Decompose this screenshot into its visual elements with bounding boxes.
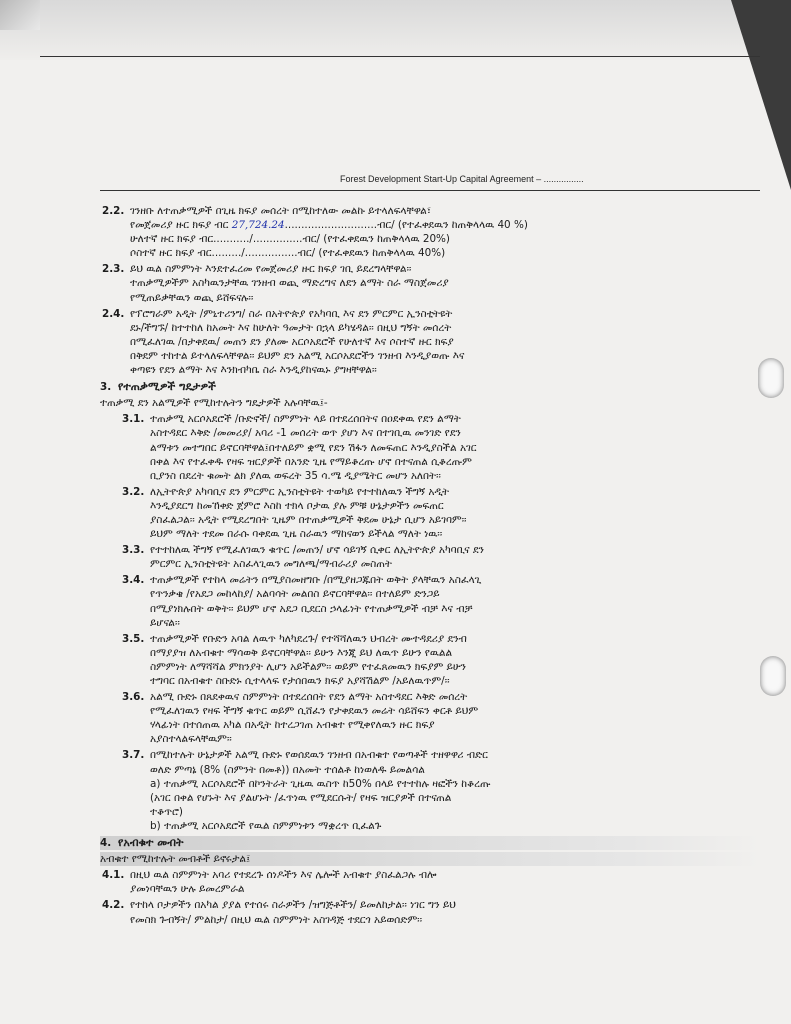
clause: [100, 690, 760, 746]
clause-line: ተጠቃሚዎች የተከላ መሬትን በሚያስመዘግቡ /በሚያዘጋጁበት ወቅት ያላቸዉን አስፈላጊ: [150, 574, 482, 587]
page-fold-shadow: [0, 0, 791, 60]
document-body: [100, 202, 760, 927]
punch-hole-bottom: [760, 656, 786, 696]
clause-line: ተጠቃሚዎችም አስካዉንታቸዉ ገንዘብ ወጪ ማድረግና ለደን ልማት ስራ ማስጀመሪያ: [130, 277, 449, 290]
clause-number: 2.2.: [102, 205, 125, 217]
clause: [100, 204, 760, 260]
clause: [100, 748, 760, 833]
clause-line: ይሆናል፡፡: [150, 616, 180, 629]
clause-line: b) ተጠቃሚ አርሶአደሮች የዉል ስምምነቱን ማቋረጥ ቢፈልጉ: [150, 819, 382, 832]
clause-line: አያስተላልፍላቸዉም፡፡: [150, 733, 232, 746]
clause-line: a) ተጠቃሚ አርሶአደሮች በኮንትራት ጊዜዉ ዉስጥ ከ50% በላይ የተተከሉ ዛፎችን ከቆረጡ: [150, 777, 491, 790]
clause-line: አብቁተ የሚከተሉት መብቶች ይኖሩታል፤: [100, 853, 251, 866]
clause-number: 3.: [100, 381, 112, 394]
clause-line: ምርምር ኢንስቲትዩት አስፈላጊዉን መግለጫ/ማብራሪያ መስጠት: [150, 558, 392, 571]
clause-line: ያስፈልጋል፡፡ አዲት የሚደረግበት ጊዜም በተጠቃሚዎች ቅደመ ሁኔታ ሲሆን አይገባም፡፡: [150, 513, 467, 526]
section-heading: [100, 380, 760, 394]
clause-line: ይህም ማለት ተደመ በራሱ ባቀደዉ ጊዜ ስራዉን ማከናወን ይችላል ማለት ነዉ፡፡: [150, 528, 443, 541]
clause-line: ያመነባቸዉን ሁሉ ይመረምራል: [130, 883, 245, 896]
clause-line: የሚፈለገዉን የዛፍ ችግኝ ቁጥር ወይም ሲሸፈን የታቀደዉን መሬት ሳይሸፍን ቀርቶ ይህም: [150, 705, 479, 718]
header-title: Forest Development Start-Up Capital Agreement – ................: [340, 174, 584, 184]
clause-line: ለኢትዮጵያ አካባቢና ደን ምርምር ኢንስቲትዩት ተወካይ የተተከለዉን ችግኝ አዲት: [150, 485, 450, 498]
header-rule: [100, 190, 760, 191]
clause-line: በቀል እና የተፈቀዱ የዛፍ ዝርያዎች በአንድ ጊዜ የማይቆረጡ ሆኖ በተናጠል ሲቆረጡም: [150, 455, 472, 468]
clause: [100, 573, 760, 629]
clause-line: የመጀመሪያ ዙር ክፍያ ብር 27,724.24............................ብር/ (የተፈቀደዉን ከጠቅላላዉ 40 %): [130, 219, 528, 232]
clause-number: 3.5.: [122, 632, 145, 645]
clause-line: የተተከለዉ ችግኝ የሚፈለገዉን ቁጥር /መጠን/ ሆኖ ሳይገኝ ሲቀር ለኢትዮጵያ አካባቢና ደን: [150, 544, 484, 557]
clause-line: ሃላፊነት በተሰጠዉ አካል በአዲት ከተረጋገጠ አብቁተ የሚቀየለዉን ዙር ክፍያ: [150, 719, 435, 732]
clause-line: ደኑ/ችግኙ/ ከተተከለ ከአመት እና ከሁለት ዓመታት በኋላ ይካሄዳል፡፡ በዚህ ግኝት መሰረት: [130, 321, 452, 334]
clause-number: 4.: [100, 837, 112, 850]
clause: [100, 412, 760, 482]
handwritten-amount: 27,724.24: [231, 219, 285, 232]
clause-line: በሚያነክሉበት ወቅት፡፡ ይህም ሆኖ አደጋ ቢደርስ ኃላፊነት የተጠቃሚዎች ብቻ እና ብቻ: [150, 602, 473, 615]
clause-line: ተጠቃሚ ደን አልሚዎች የሚከተሉትን ግዴታዎች አሉባቸዉ፤-: [100, 397, 328, 410]
clause-line: የአብቁተ መብት: [118, 836, 184, 850]
clause-number: 2.3.: [102, 263, 125, 276]
clause-line: ሁለተኛ ዙር ክፍያ ብር.........../...............ብር/ (የተፈቀደዉን ከጠቅላላዉ 20%): [130, 233, 450, 246]
clause-number: 3.2.: [122, 485, 145, 498]
punch-hole-top: [758, 358, 784, 398]
clause-line: (አገር በቀል የሆኑት እና ያልሆኑት /ፈጥነዉ የሚደርሱት/ የዛፍ ዝርያዎች በተናጠል: [150, 791, 452, 804]
clause-line: በዚህ ዉል ስምምነት አባሪ የተደረጉ ሰነዶችን እና ሌሎች አብቁተ ያስፈልጋሉ ብሎ: [130, 869, 437, 882]
clause-number: 3.6.: [122, 691, 145, 704]
clause-line: እንዲያደርግ ከመኸቀድ ጀምሮ እስከ ተክላ ቦታዉ ያሉ ምቹ ሁኔታዎችን መፍጠር: [150, 499, 444, 512]
backdrop-corner: [731, 0, 791, 190]
clause-line: በቅደም ተከተል ይተላለፍላቸዋል፡፡ ይህም ደን አልሚ አርሶአደሮችን ገንዘብ እንዲያወጡ እና: [130, 349, 465, 362]
clause-line: አልሚ ቡድኑ በጸደቀዉና ስምምነት በተደረሰበት የደን ልማት አስተዳደር እቅድ መሰረት: [150, 691, 468, 704]
top-rule: [40, 56, 760, 57]
clause-line: ሶስተኛ ዙር ክፍያ ብር........./................ብር/ (የተፈቀደዉን ከጠቅላላዉ 40%): [130, 247, 446, 260]
clause-line: ወለድ ምጣኔ (8% (ስምንት በመቶ)) በአመት ተሰልቶ ከነወለዱ ይመልሳል: [150, 763, 425, 776]
clause: [100, 485, 760, 541]
clause-number: 3.7.: [122, 749, 145, 762]
clause-line: ይህ ዉል ስምምነት እንደተፈረመ የመጀመሪያ ዙር ክፍያ ገቢ ይደረግላቸዋል፡፡: [130, 263, 412, 276]
clause-line: የጥንቃቄ /የአደጋ መከላከያ/ አልባሳት መልበስ ይኖርባቸዋል፡፡ በተለይም ድንጋይ: [150, 588, 440, 601]
clause: [100, 852, 760, 866]
clause: [100, 307, 760, 377]
clause-line: ተጠቃሚ አርሶአደሮች /ቡድኖች/ ስምምነት ላይ በተደረሰበትና በዐደቀዉ የደን ልማት: [150, 413, 461, 426]
clause-number: 4.1.: [102, 869, 125, 882]
clause-line: ልማቱን መተግበር ይኖርባቸዋል፤በተለይም ቋሚ የደን ሽፋን ለመፍጠር እንዲያስችል አገር: [150, 441, 477, 454]
clause: [100, 543, 760, 571]
clause: [100, 262, 760, 304]
clause-number: 3.3.: [122, 544, 145, 557]
clause-line: ተቆጥሮ): [150, 805, 183, 818]
clause-line: ገንዘቡ ለተጠቃሚዎች በጊዜ ክፍያ መሰረት በሚከተለው መልኩ ይተላለፍላቸዋል፣: [130, 205, 432, 217]
clause-line: የፕሮግራም አዲት /ምኒተሪንግ/ ስራ በአትዮጵያ የአካባቢ እና ደን ምርምር ኢንስቲትዩት: [130, 307, 453, 320]
clause-line: በሚከተሉት ሁኔታዎች አልሚ ቡድኑ የወሰደዉን ገንዘብ በአብቁተ የወጣቶች ተዘዋዋሪ ብድር: [150, 749, 488, 762]
clause: [100, 632, 760, 688]
clause: [100, 396, 760, 410]
section-heading: [100, 836, 760, 850]
clause: [100, 898, 760, 926]
clause-line: በማያያዝ ለአብቁተ ማሳወቅ ይኖርባቸዋል፡፡ ይሁን እንጂ ይህ ለዉጥ ይሁን የዉልል: [150, 646, 453, 659]
clause-line: ቢያንስ በደረት ቁመት ልክ ያለዉ ወፍረት 35 ሳ.ሜ ዲያሜትር መሆን አለበት፡፡: [150, 469, 441, 482]
clause-number: 3.4.: [122, 574, 145, 587]
clause-number: 2.4.: [102, 307, 125, 320]
clause: [100, 868, 760, 896]
clause-number: 4.2.: [102, 899, 125, 912]
clause-line: በሚፈለገዉ /በታቀደዉ/ መጠን ደን ያለሙ አርሶአደሮች የሁለተኛ እና ሶስተኛ ዙር ክፍያ: [130, 335, 454, 348]
torn-corner: [0, 0, 40, 30]
clause-line: የተጠቃሚዎች ግዴታዎች: [118, 380, 216, 394]
clause-line: ተጠቃሚዎች የቡድን አባል ለዉጥ ካለካደረጉ/ የተሻሻለዉን ህብረት ሙተዳደሪያ ደንብ: [150, 632, 467, 645]
clause-number: 3.1.: [122, 413, 145, 426]
clause-line: የሚጠይቃቸዉን ወጪ ይሸፍናሉ፡፡: [130, 291, 254, 304]
clause-line: ስምምነት ለማሻሻል ምክንያት ሊሆን አይችልም፡፡ ወይም የተፈጸመዉን ክፍያም ይሁን: [150, 660, 466, 673]
clause-line: የተከላ ቦታዎችን በአካል ያያል የተሰሩ ስራዎችን /ዝግጅቶችን/ ይመለከታል፡፡ ነገር ግን ይህ: [130, 899, 456, 912]
clause-line: ተግባር በአብቁተ ስቡድኑ ሲተላላፍ የታሰበዉን ክፍያ አያሻሽልም /አይለዉጥም/፡፡: [150, 675, 450, 687]
clause-line: ቀጣዩን የደን ልማት እና እንክብካቤ ስራ እንዲያከናዉኑ ያግዛቸዋል፡፡: [130, 364, 377, 377]
clause-line: የመስክ ጉብኝት/ ምልከታ/ በዚህ ዉል ስምምነት አስገዳጅ ተደርጎ አይወሰድም፡፡: [130, 913, 423, 926]
clause-line: አስተዳደር እቅድ /መመሪያ/ አባሪ -1 መሰረት ወጥ ያሆነ እና በተገቢዉ መንገድ የደን: [150, 427, 461, 440]
